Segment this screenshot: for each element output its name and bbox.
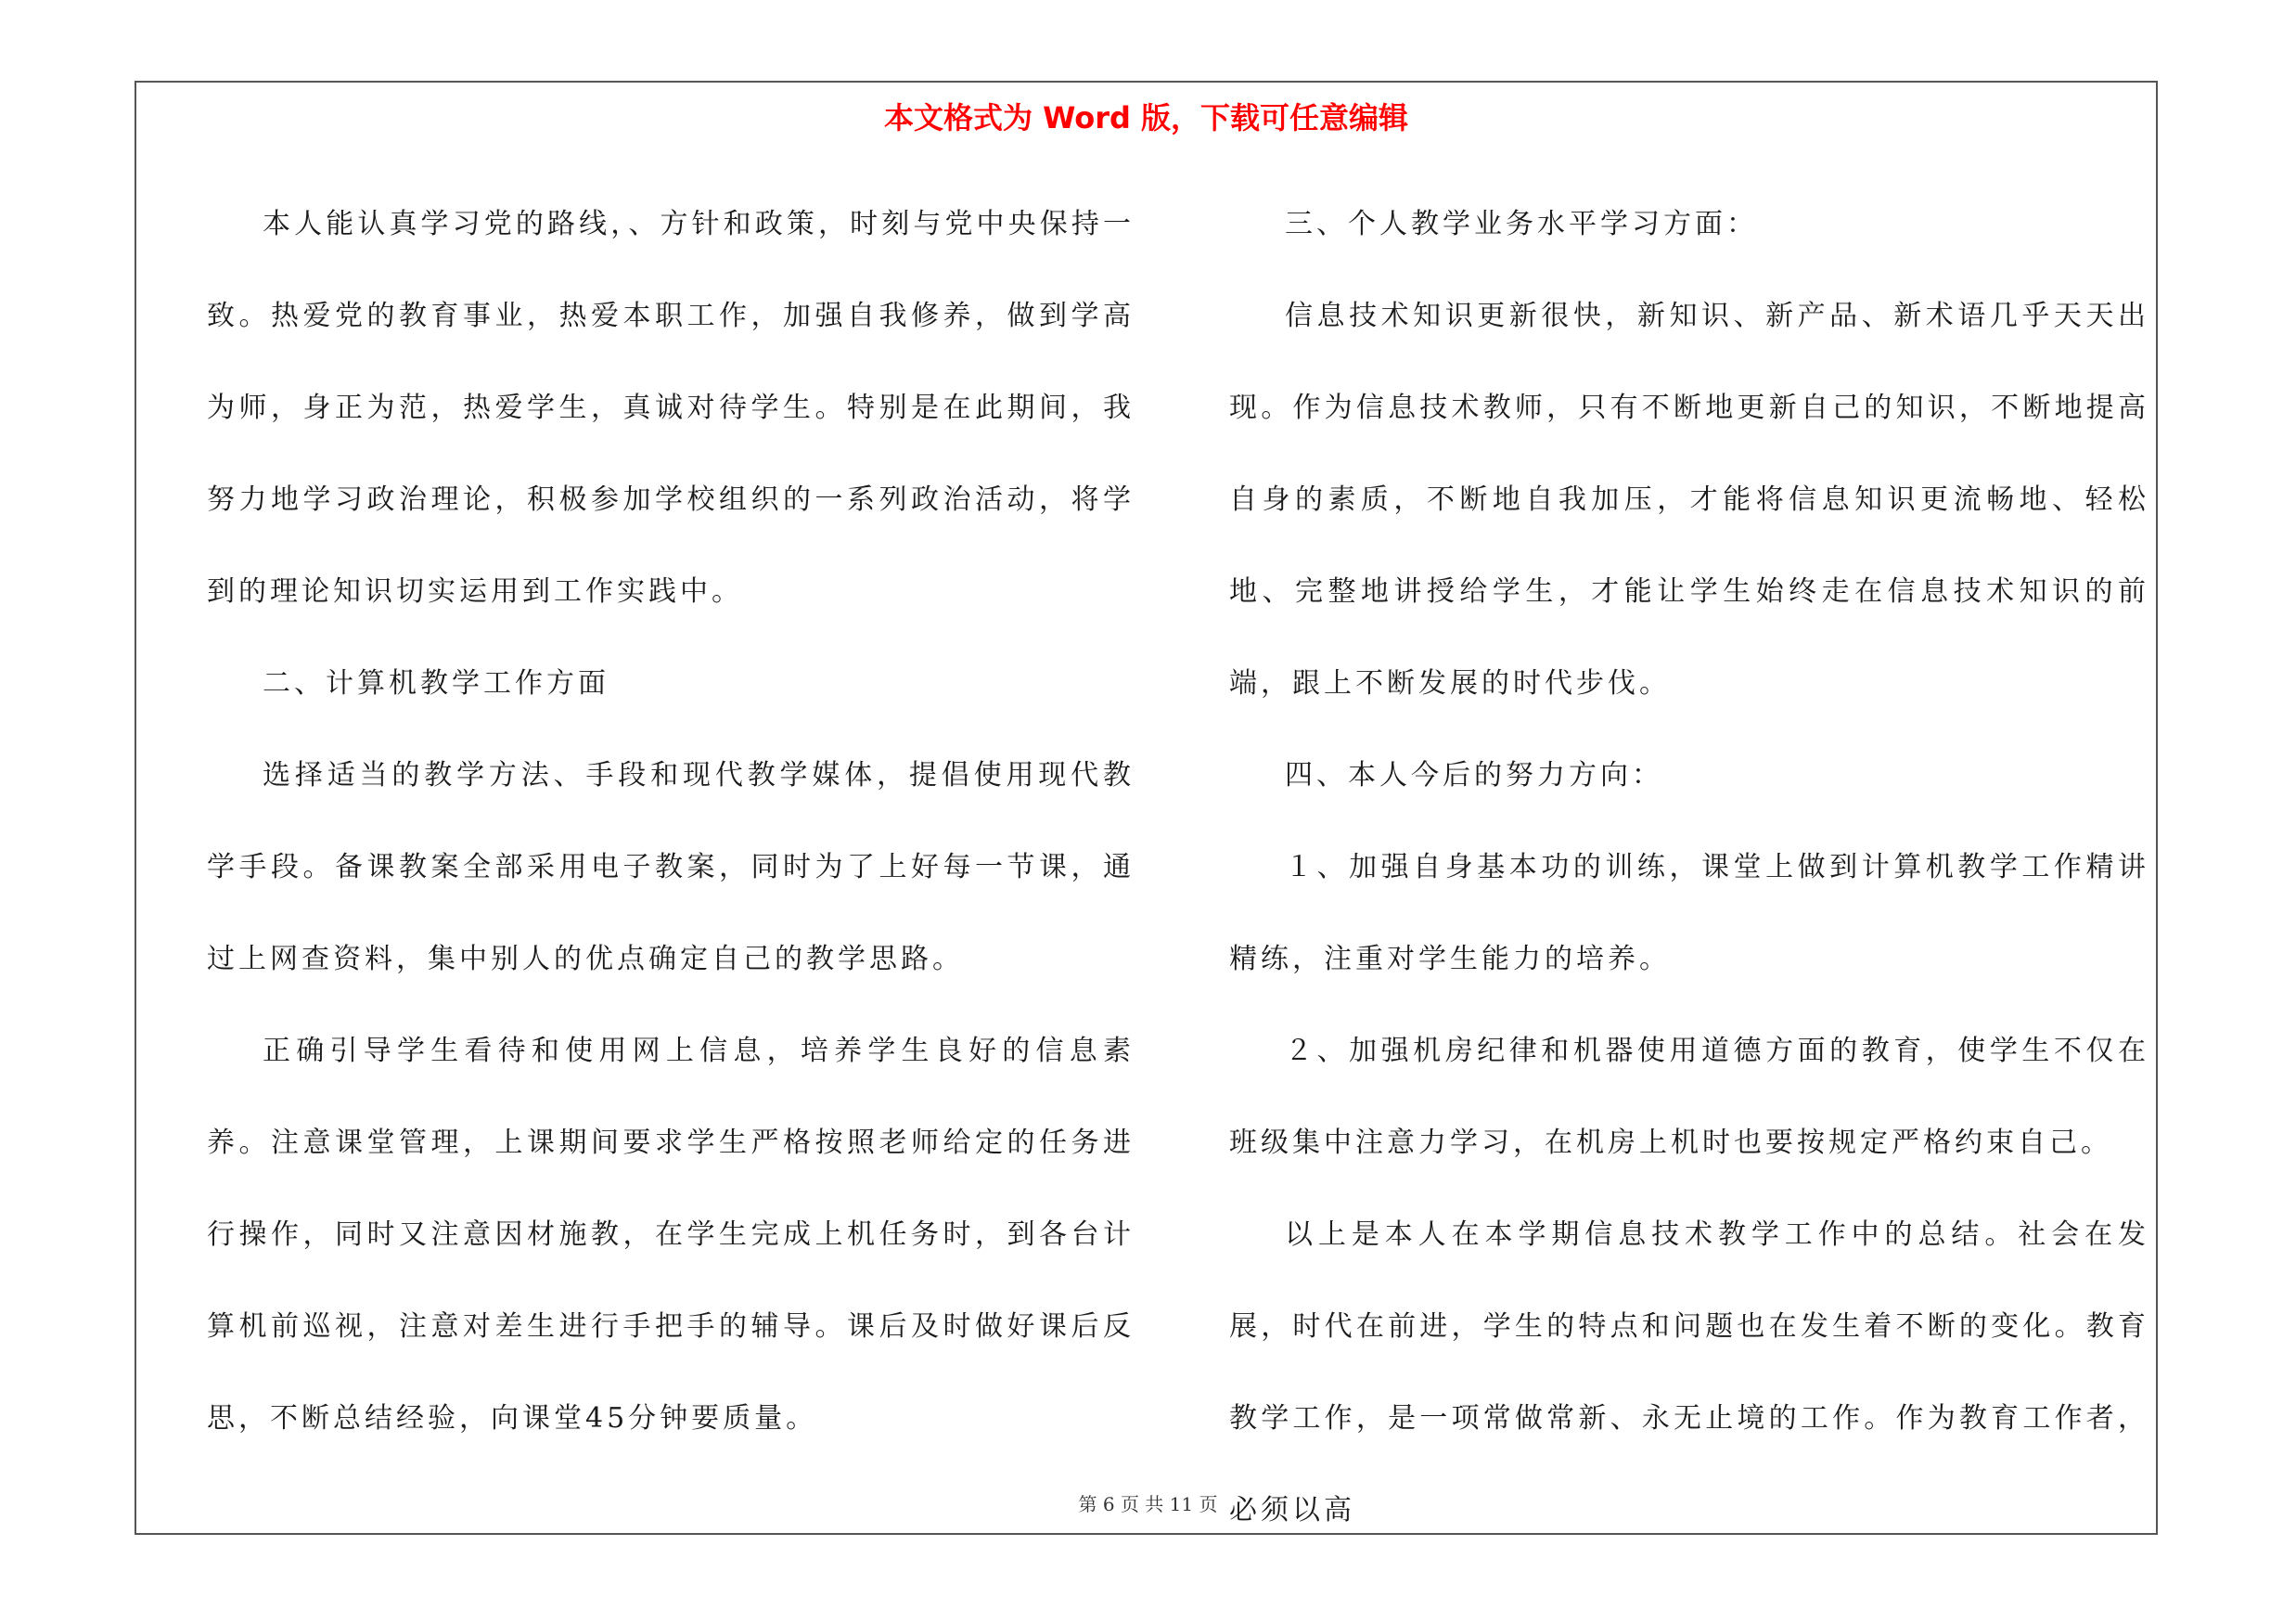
list-item-lab-discipline: ２、加强机房纪律和机器使用道德方面的教育，使学生不仅在班级集中注意力学习，在机房上机时也要按规定严格约束自己。 — [1229, 1035, 2149, 1159]
section-heading-future-direction: 四、本人今后的努力方向： — [1285, 759, 1663, 792]
paragraph-political-study: 本人能认真学习党的路线，、方针和政策，时刻与党中央保持一致。热爱党的教育事业，热爱本职工作，加强自我修养，做到学高为师，身正为范，热爱学生，真诚对待学生。特别是在此期间，我努力地学习政治理论，积极参加学校组织的一系列政治活动，将学到的理论知识切实运用到工作实践中。 — [207, 208, 1135, 608]
left-column — [207, 178, 1135, 1464]
page-number-footer: 第 6 页 共 11 页 — [1078, 1493, 1218, 1515]
section-heading-professional-study: 三、个人教学业务水平学习方面： — [1285, 208, 1758, 240]
paragraph-knowledge-update: 信息技术知识更新很快，新知识、新产品、新术语几乎天天出现。作为信息技术教师，只有不断地更新自己的知识，不断地提高自身的素质，不断地自我加压，才能将信息知识更流畅地、轻松地、完整地讲授给学生，才能让学生始终走在信息技术知识的前端，跟上不断发展的时代步伐。 — [1229, 300, 2149, 700]
word-format-banner: 本文格式为 Word 版，下载可任意编辑 — [883, 100, 1409, 135]
list-item-basic-skills: １、加强自身基本功的训练，课堂上做到计算机教学工作精讲精练，注重对学生能力的培养。 — [1229, 851, 2149, 975]
right-column — [1229, 178, 2149, 1556]
paragraph-summary: 以上是本人在本学期信息技术教学工作中的总结。社会在发展，时代在前进，学生的特点和问题也在发生着不断的变化。教育教学工作，是一项常做常新、永无止境的工作。作为教育工作者，必须以高 — [1229, 1218, 2149, 1526]
paragraph-teaching-methods: 选择适当的教学方法、手段和现代教学媒体，提倡使用现代教学手段。备课教案全部采用电子教案，同时为了上好每一节课，通过上网查资料，集中别人的优点确定自己的教学思路。 — [207, 759, 1135, 975]
paragraph-classroom-management: 正确引导学生看待和使用网上信息，培养学生良好的信息素养。注意课堂管理，上课期间要求学生严格按照老师给定的任务进行操作，同时又注意因材施教，在学生完成上机任务时，到各台计算机前巡视，注意对差生进行手把手的辅导。课后及时做好课后反思，不断总结经验，向课堂45分钟要质量。 — [207, 1035, 1135, 1435]
section-heading-computer-teaching: 二、计算机教学工作方面 — [263, 667, 609, 700]
